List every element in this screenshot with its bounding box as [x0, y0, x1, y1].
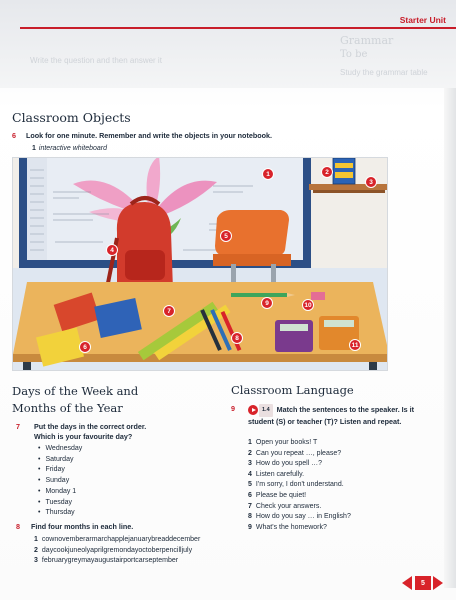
example-number: 1	[32, 145, 36, 152]
ghost-subheading: To be	[340, 49, 368, 60]
exercise-6-instruction	[12, 131, 272, 140]
list-item: 3 februarygreymayaugustairportcarseptember	[34, 557, 179, 564]
list-item: 3 How do you spell …?	[248, 460, 323, 468]
exercise-text-line2: Which is your favourite day?	[34, 432, 133, 441]
object-marker-9: 9	[261, 297, 273, 309]
list-item: 5 I'm sorry, I don't understand.	[248, 481, 344, 489]
list-item: • Sunday	[38, 476, 82, 487]
list-item: • Thursday	[38, 508, 82, 519]
example-text: interactive whiteboard	[38, 145, 107, 152]
exercise-6-example	[32, 145, 107, 152]
list-item: • Monday 1	[38, 487, 82, 498]
object-marker-4: 4	[106, 244, 118, 256]
exercise-number: 9	[231, 404, 235, 413]
list-item: 1 cownovemberarmarchapplejanuarybreaddecember	[34, 536, 201, 543]
object-marker-1: 1	[262, 168, 274, 180]
exercise-text-line1: Put the days in the correct order.	[34, 422, 147, 431]
list-item: 2 Can you repeat …, please?	[248, 449, 342, 457]
list-item: • Friday	[38, 465, 82, 476]
page-gutter	[444, 88, 456, 588]
exercise-text: Match the sentences to the speaker. Is it student (S) or teacher (T)? Listen and repeat.	[248, 405, 415, 426]
days-months-heading	[12, 383, 212, 417]
list-item: 2 daycookjuneolyaprilgremondayoctoberpencilljuly	[34, 546, 193, 554]
next-page-arrow-icon[interactable]	[433, 576, 443, 590]
previous-page-arrow-icon[interactable]	[402, 576, 412, 590]
object-marker-7: 7	[163, 305, 175, 317]
list-item: 6 Please be quiet!	[248, 491, 307, 499]
list-item: 4 Listen carefully.	[248, 470, 305, 478]
list-item: • Saturday	[38, 455, 82, 466]
list-item: 8 How do you say … in English?	[248, 513, 351, 521]
list-item: 7 Check your answers.	[248, 502, 322, 510]
unit-rule	[20, 27, 456, 29]
sentence-list	[248, 438, 351, 533]
classroom-scene	[13, 158, 388, 371]
audio-play-icon[interactable]	[248, 404, 273, 417]
days-heading-line2: Months of the Year	[12, 401, 123, 415]
classroom-language-heading: Classroom Language	[231, 383, 354, 397]
list-item: 9 What's the homework?	[248, 523, 327, 531]
ghost-rule: Write the question and then answer it	[30, 56, 162, 65]
exercise-text: Look for one minute. Remember and write the objects in your notebook.	[26, 131, 272, 140]
list-item: • Tuesday	[38, 498, 82, 509]
exercise-8-instruction	[16, 522, 133, 531]
classroom-objects-heading: Classroom Objects	[12, 110, 131, 125]
exercise-number: 6	[12, 131, 16, 140]
exercise-text: Find four months in each line.	[31, 522, 134, 531]
object-marker-11: 11	[349, 339, 361, 351]
object-marker-10: 10	[302, 299, 314, 311]
object-marker-8: 8	[231, 332, 243, 344]
dictionary-book	[333, 158, 355, 184]
object-marker-5: 5	[220, 230, 232, 242]
ghost-note: Study the grammar table	[340, 68, 428, 77]
month-puzzle-lines	[34, 535, 200, 567]
exercise-number: 8	[16, 522, 20, 531]
previous-page-bleed	[0, 0, 456, 88]
days-list	[38, 444, 82, 519]
object-marker-3: 3	[365, 176, 377, 188]
ghost-heading: Grammar	[340, 34, 394, 47]
object-marker-6: 6	[79, 341, 91, 353]
list-item: 1 Open your books! T	[248, 439, 318, 446]
exercise-9-instruction	[231, 404, 431, 427]
list-item: • Wednesday	[38, 444, 82, 455]
object-marker-2: 2	[321, 166, 333, 178]
page-number: 5	[415, 576, 431, 590]
exercise-number: 7	[16, 422, 20, 431]
audio-track-label: 1.4	[259, 404, 273, 417]
exercise-7-instruction	[16, 422, 216, 442]
days-heading-line1: Days of the Week and	[12, 384, 139, 398]
unit-label: Starter Unit	[399, 15, 446, 25]
classroom-illustration	[12, 157, 388, 371]
